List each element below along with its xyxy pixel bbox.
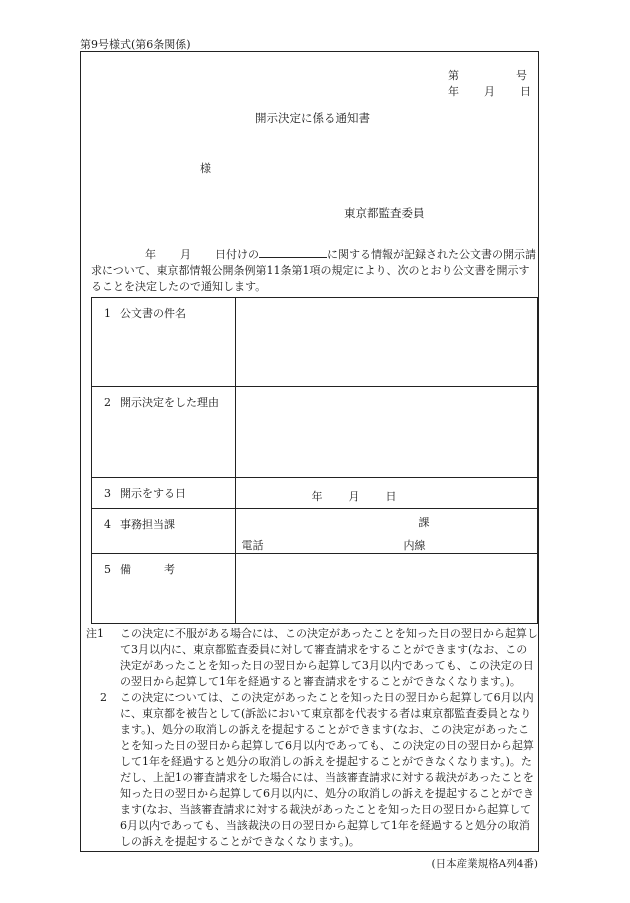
department-cell <box>235 509 537 554</box>
row-label: 4 事務担当課 <box>92 509 236 554</box>
issuer-name: 東京都監査委員 <box>344 206 425 220</box>
row-label: 3 開示をする日 <box>92 478 236 509</box>
document-number-line <box>448 67 527 83</box>
date-month: 月 <box>484 85 495 98</box>
reason-cell <box>235 387 537 478</box>
table-row <box>92 478 538 509</box>
form-label: 第9号様式(第6条関係) <box>80 38 191 51</box>
body-paragraph <box>91 246 537 295</box>
department-suffix: 課 <box>418 516 430 529</box>
table-row <box>92 554 538 624</box>
subject-blank <box>259 246 327 258</box>
note-text: この決定に不服がある場合には、この決定があったことを知った日の翌日から起算して3月以内に、東京都監査委員に対して審査請求をすることができます(なお、この決定があったことを知った日の翌日から起算して3月以内であっても、この決定の日の翌日から起算して1年を経過すると審査請求をすることができなくなります。)。 <box>120 627 538 688</box>
number-suffix: 号 <box>516 69 527 82</box>
body-day: 日付けの <box>215 248 259 261</box>
addressee-suffix: 様 <box>200 162 211 175</box>
date-day: 日 <box>520 85 531 98</box>
body-year: 年 <box>145 248 156 261</box>
date-year: 年 <box>448 85 459 98</box>
body-month: 月 <box>180 248 191 261</box>
table-row <box>92 387 538 478</box>
note-text: この決定については、この決定があったことを知った日の翌日から起算して6月以内に、東京都を被告として(訴訟において東京都を代表する者は東京都監査委員となります。)、処分の取消しの訴えを提起することができます(なお、この決定があったことを知った日の翌日から起算して6月以内であっても、この決定の日の翌日から起算して1年を経過すると処分の取消しの訴えを提起することができなくなります。)。ただし、上記1の審査請求をした場合には、当該審査請求に対する裁決があったことを知った日の翌日から起算して6月以内に、処分の取消しの訴えを提起することができます(なお、当該審査請求に対する裁決があったことを知った日の翌日から起算して6月以内であっても、当該裁決の日の翌日から起算して1年を経過すると処分の取消しの訴えを提起することができなくなります。)。 <box>120 691 534 848</box>
row-label: 1 公文書の件名 <box>92 298 236 387</box>
body-text: に関する情報が記録された公文書の開示請求について、東京都情報公開条例第11条第1項の規定により、次のとおり公文書を開示することを決定したので通知します。 <box>91 248 536 293</box>
note-mark: 2 <box>100 691 107 704</box>
row-label: 2 開示決定をした理由 <box>92 387 236 478</box>
note-item <box>86 626 538 690</box>
disclosure-date-values: 年 月 日 <box>311 490 397 503</box>
document-subject-cell <box>235 298 537 387</box>
number-prefix: 第 <box>448 69 459 82</box>
extension-label: 内線 <box>403 539 426 552</box>
note-item <box>86 690 538 850</box>
paper-size-note: (日本産業規格A列4番) <box>431 858 538 870</box>
document-title: 開示決定に係る通知書 <box>255 111 370 125</box>
notes-section <box>86 626 538 850</box>
table-row <box>92 509 538 554</box>
row-label: 5 備 考 <box>92 554 236 624</box>
info-table <box>91 297 538 624</box>
table-row <box>92 298 538 387</box>
phone-label: 電話 <box>241 539 264 552</box>
note-mark: 注1 <box>86 627 104 640</box>
disclosure-date-cell <box>235 478 537 509</box>
document-date-line <box>448 83 531 99</box>
remarks-cell <box>235 554 537 624</box>
